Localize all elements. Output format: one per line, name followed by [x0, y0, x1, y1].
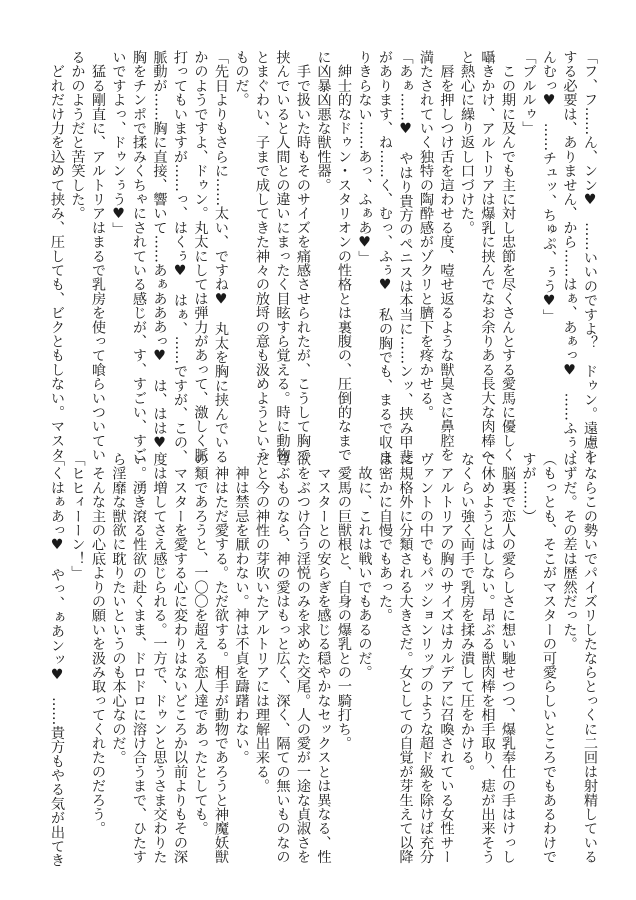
text-line: 「フ、フ……ん、ンン♥ ……いいのですよ？ ドゥン。遠慮を: [582, 50, 598, 464]
text-line: はずだ。その差は歴然だった。: [561, 452, 578, 651]
text-line: んむっ♥ ……チュッ、ちゅぷ、ぅう♥」: [541, 50, 557, 324]
text-line: ものだ。: [233, 50, 250, 107]
text-line: （もっとも、そこがマスターの可愛らしいところでもあるわけで: [541, 452, 557, 864]
text-line: する必要は、ありません、から……はぁ、あぁっ♥ ……ふぅ、: [561, 50, 578, 464]
text-line: ーならこの勢いでパイズリしたならとっくに二回は射精している: [582, 452, 598, 864]
text-line: いですよっ、ドゥンぅう♥」: [110, 50, 127, 237]
text-line: 挟んでいると人間との違いにまったく目眩すら覚える。時に動物: [274, 50, 291, 462]
text-line: 脈動が……胸に直接、響いて……あぁあああっ♥ は、はは♥: [151, 50, 168, 452]
upper-text-block: [40, 50, 600, 464]
text-line: 囁きかけ、アルトリアは爆乳に挟んでなお余りある長大な肉棒へ: [479, 50, 496, 462]
text-line: ら淫靡な獣欲に耽りたいというのも本心なのだ。: [110, 452, 127, 765]
text-line: かのようですよ、ドゥン。丸太にしては弾力があって、激しく脈: [192, 50, 209, 462]
text-line: 「ヒヒィーーン！」: [69, 452, 86, 580]
text-line: なくらい強く両手で乳房を揉み潰して圧をかける。: [459, 452, 475, 779]
text-line: 唇を押しつけ舌を這わせる度、噎せ返るような獣臭さに鼻腔を: [438, 50, 455, 462]
text-line: 「あぁ……♥ やはり貴方のペニスは本当に……ンッ、挟み甲斐: [397, 50, 414, 464]
text-line: 故に、これは戦いでもあるのだ。: [356, 452, 373, 680]
text-line: この期に及んでも主に対し忠節を尽くさんとする愛馬に優しく: [500, 50, 516, 462]
text-line: マスターを愛する心に変わりはないどころか以前よりもその深: [172, 452, 188, 864]
text-line: アルトリアの胸のサイズはカルデアに召喚されている女性サー: [438, 452, 455, 864]
text-line: とまぐわい、子まで成してきた神々の放埒の意も汲めようという: [254, 50, 270, 462]
text-line: すが……）: [520, 452, 537, 523]
text-line: 「ブルルゥ」: [520, 50, 537, 136]
text-line: どれだけ力を込めて挟み、圧しても、ビクともしない。マスタ: [49, 50, 65, 462]
text-line: の類であろうと、一〇〇を超える恋人達であったとしても。: [192, 452, 209, 836]
text-line: 脳裏で恋人の愛らしさに想い馳せつつ、爆乳奉仕の手はけっし: [500, 452, 516, 864]
text-line: だと今の神性の芽吹いたアルトリアには理解出来る。: [254, 452, 270, 793]
text-line: い。湧き滾る性欲の赴くまま、ドロドロに溶け合うまで、ひたす: [131, 452, 147, 864]
text-line: マスターとの安らぎを感じる穏やかなセックスとは異なる、性: [315, 452, 332, 864]
text-line: 度は増してさえ感じられる。一方で、ドゥンと思うさま交わりた: [151, 452, 168, 864]
text-line: 「くはぁあっ♥ やっ、ぁあンッ♥ ……貴方もやる気が出てき: [49, 452, 65, 868]
text-line: 欲をぶつけ合う淫悦のみを求めた交尾。人の愛が一途な貞淑さを: [295, 452, 311, 864]
text-line: に規格外に分類される大きさだ。女としての自覚が芽生えて以降: [397, 452, 414, 864]
text-line: 尊ぶものなら、神の愛はもっと広く、深く、隔ての無いものなの: [274, 452, 291, 864]
text-line: るかのようだと苦笑した。: [69, 50, 86, 221]
text-line: 打ってもいますが……っ、はくぅ♥ はぁ、……ですが、この、: [172, 50, 188, 464]
text-line: ヴァントの中でもパッションリップのような超ド級を除けば充分: [418, 452, 434, 864]
text-line: は密かに自慢でもあった。: [377, 452, 393, 623]
text-line: 神は禁忌を厭わない。神は不貞を躊躇わない。: [233, 452, 250, 765]
text-line: 胸をチンポで揉みくちゃにされている感じが、す、すごい、すご: [131, 50, 147, 462]
text-line: そんな主の心底よりの願いを汲み取ってくれたのだろう。: [90, 452, 106, 836]
text-line: 満たされていく独特の陶酔感がゾクリと臍下を疼かせる。: [418, 50, 434, 420]
text-line: りきらない……あっ、ふぁあ♥」: [356, 50, 373, 265]
text-line: 「先日よりもさらに……太い、ですね♥ 丸太を胸に挟んでいる: [213, 50, 229, 464]
text-line: 手で扱いた時もそのサイズを痛感させられたが、こうして胸で: [295, 50, 311, 462]
text-line: 神はただ愛する。ただ欲する。相手が動物であろうと神魔妖獣: [213, 452, 229, 864]
text-line: 愛馬の巨獣根と、自身の爆乳との一騎打ち。: [336, 452, 352, 751]
text-line: て休めようとはしない。昂ぶる獣肉棒を相手取り、痣が出来そう: [479, 452, 496, 864]
text-line: と熱心に繰り返し口づけた。: [459, 50, 475, 235]
text-line: 猛る剛直に、アルトリアはまるで乳房を使って喰らいついてい: [90, 50, 106, 462]
text-line: 紳士的なドゥン・スタリオンの性格とは裏腹の、圧倒的なまで: [336, 50, 352, 462]
text-line: に凶暴凶悪な獣性器。: [315, 50, 332, 192]
text-line: があります、ね……く、むっ、ふぅ♥ 私の胸でも、まるで収ま: [377, 50, 393, 464]
lower-text-block: [40, 452, 600, 868]
